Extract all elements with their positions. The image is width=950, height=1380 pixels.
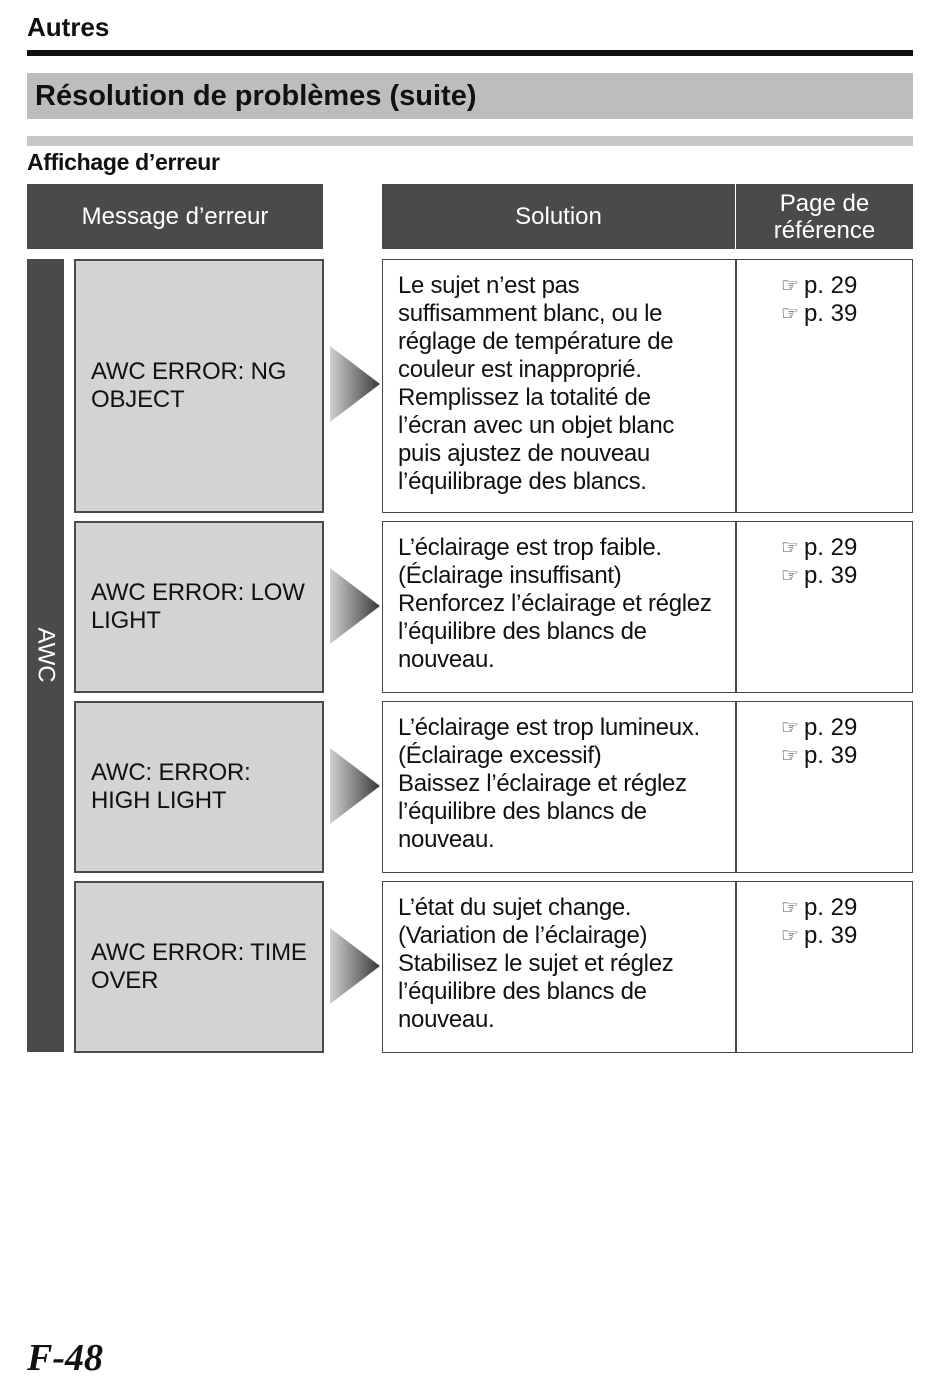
reference-item xyxy=(781,714,857,742)
solution-line: nouveau. xyxy=(398,1006,495,1033)
error-message-line: LIGHT xyxy=(91,607,161,634)
solution-text xyxy=(398,714,733,854)
column-header-reference-line1: Page de xyxy=(779,189,870,217)
solution-text xyxy=(398,272,733,496)
error-message-line: OBJECT xyxy=(91,386,185,413)
page-title: Résolution de problèmes (suite) xyxy=(27,73,913,119)
column-header-solution-label: Solution xyxy=(515,203,602,230)
solution-line: L’éclairage est trop faible. xyxy=(398,534,662,561)
pointing-hand-icon: ☞ xyxy=(781,745,799,767)
column-header-reference xyxy=(736,184,913,249)
reference-page: p. 29 xyxy=(803,714,858,741)
cell-divider xyxy=(735,882,737,1052)
reference-item xyxy=(781,562,857,590)
awc-group-label-text: AWC xyxy=(32,627,60,683)
error-message-cell xyxy=(74,701,324,873)
reference-list xyxy=(781,894,857,950)
reference-page: p. 39 xyxy=(803,562,858,589)
solution-line: Le sujet n’est pas xyxy=(398,272,580,299)
solution-line: suffisamment blanc, ou le xyxy=(398,300,663,327)
reference-item xyxy=(781,742,857,770)
arrow-right-icon xyxy=(328,926,382,1006)
pointing-hand-icon: ☞ xyxy=(781,717,799,739)
error-message-line: AWC ERROR: LOW xyxy=(91,579,305,606)
arrow-right-icon xyxy=(328,566,382,646)
reference-page: p. 39 xyxy=(803,922,858,949)
reference-page: p. 29 xyxy=(803,894,858,921)
error-message-cell xyxy=(74,881,324,1053)
reference-page: p. 39 xyxy=(803,300,858,327)
solution-line: couleur est inapproprié. xyxy=(398,356,642,383)
page-number: F-48 xyxy=(27,1337,103,1379)
section-divider xyxy=(27,136,913,146)
reference-page: p. 29 xyxy=(803,534,858,561)
solution-cell xyxy=(382,521,913,693)
cell-divider xyxy=(735,522,737,692)
column-header-solution xyxy=(382,184,735,249)
section-label: Autres xyxy=(27,12,110,42)
solution-line: Renforcez l’éclairage et réglez xyxy=(398,590,712,617)
error-message-cell xyxy=(74,521,324,693)
solution-line: (Éclairage excessif) xyxy=(398,742,602,769)
solution-line: nouveau. xyxy=(398,826,495,853)
solution-cell xyxy=(382,259,913,513)
reference-item xyxy=(781,534,857,562)
solution-text xyxy=(398,534,733,674)
pointing-hand-icon: ☞ xyxy=(781,275,799,297)
reference-page: p. 29 xyxy=(803,272,858,299)
pointing-hand-icon: ☞ xyxy=(781,303,799,325)
pointing-hand-icon: ☞ xyxy=(781,897,799,919)
error-message-line: AWC ERROR: NG xyxy=(91,358,287,385)
cell-divider xyxy=(735,260,737,512)
pointing-hand-icon: ☞ xyxy=(781,565,799,587)
solution-line: Baissez l’éclairage et réglez xyxy=(398,770,687,797)
reference-list xyxy=(781,714,857,770)
reference-list xyxy=(781,272,857,328)
solution-line: Remplissez la totalité de xyxy=(398,384,651,411)
solution-line: l’équilibre des blancs de xyxy=(398,618,647,645)
subheading: Affichage d’erreur xyxy=(27,149,220,175)
awc-group-label xyxy=(27,600,64,710)
column-header-message-label: Message d’erreur xyxy=(81,203,269,230)
reference-list xyxy=(781,534,857,590)
error-message-line: HIGH LIGHT xyxy=(91,787,227,814)
solution-cell xyxy=(382,881,913,1053)
cell-divider xyxy=(735,702,737,872)
error-message-line: AWC: ERROR: xyxy=(91,759,251,786)
reference-item xyxy=(781,922,857,950)
solution-line: l’équilibrage des blancs. xyxy=(398,468,647,495)
solution-line: (Variation de l’éclairage) xyxy=(398,922,648,949)
solution-line: l’écran avec un objet blanc xyxy=(398,412,675,439)
solution-line: l’équilibre des blancs de xyxy=(398,798,647,825)
arrow-right-icon xyxy=(328,344,382,424)
error-message-line: OVER xyxy=(91,967,159,994)
reference-item xyxy=(781,300,857,328)
column-header-reference-line2: référence xyxy=(773,216,876,244)
solution-line: (Éclairage insuffisant) xyxy=(398,562,622,589)
error-message-cell xyxy=(74,259,324,513)
pointing-hand-icon: ☞ xyxy=(781,925,799,947)
reference-item xyxy=(781,894,857,922)
solution-line: l’équilibre des blancs de xyxy=(398,978,647,1005)
reference-item xyxy=(781,272,857,300)
solution-line: réglage de température de xyxy=(398,328,674,355)
solution-line: puis ajustez de nouveau xyxy=(398,440,650,467)
reference-page: p. 39 xyxy=(803,742,858,769)
solution-cell xyxy=(382,701,913,873)
solution-line: L’état du sujet change. xyxy=(398,894,632,921)
solution-line: nouveau. xyxy=(398,646,495,673)
solution-text xyxy=(398,894,733,1034)
pointing-hand-icon: ☞ xyxy=(781,537,799,559)
column-header-message xyxy=(27,184,323,249)
top-rule xyxy=(27,50,913,56)
solution-line: L’éclairage est trop lumineux. xyxy=(398,714,700,741)
solution-line: Stabilisez le sujet et réglez xyxy=(398,950,674,977)
arrow-right-icon xyxy=(328,746,382,826)
error-message-line: AWC ERROR: TIME xyxy=(91,939,307,966)
